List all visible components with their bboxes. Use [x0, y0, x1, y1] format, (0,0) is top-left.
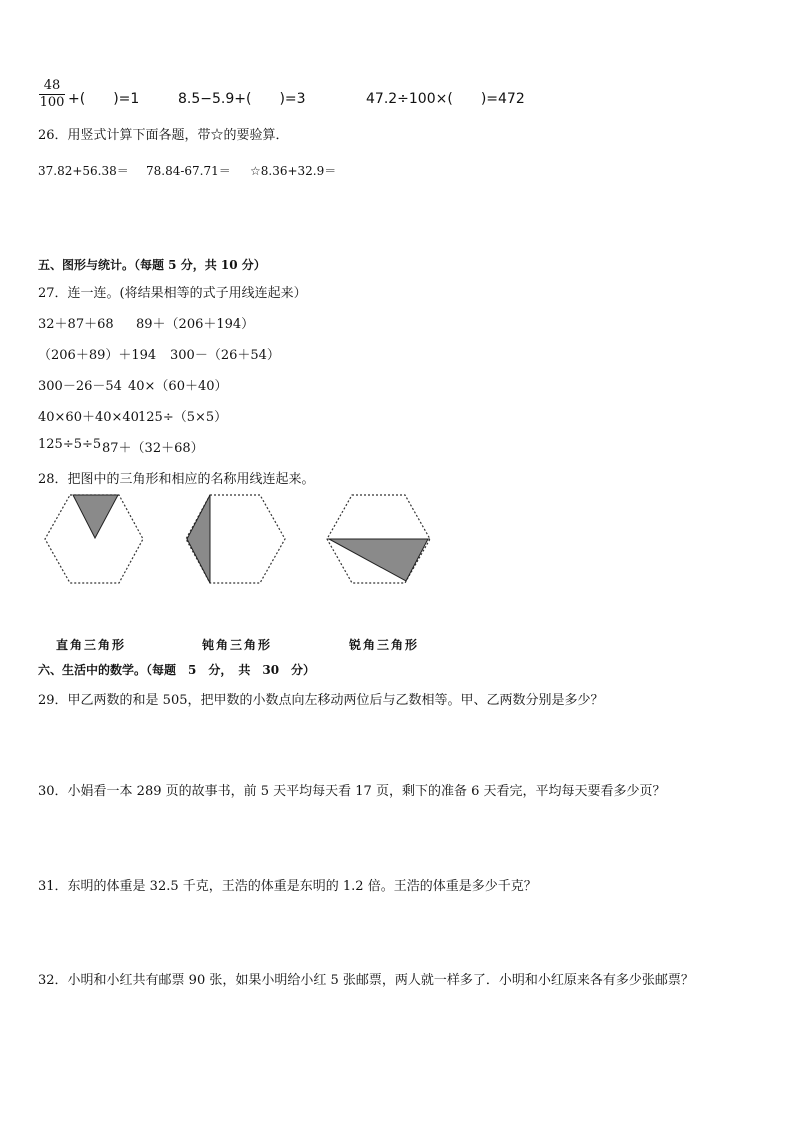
q27-row5-left: 125÷5÷5 [38, 437, 102, 452]
q27-row4-right: 125÷（5×5） [138, 410, 228, 425]
section-5-heading: 五、图形与统计。（每题 5 分，共 10 分） [38, 258, 266, 272]
q32-text: 32．小明和小红共有邮票 90 张，如果小明给小红 5 张邮票，两人就一样多了．小明和小红原来各有多少张邮票？ [38, 973, 694, 988]
label-right-triangle: 直角三角形 [56, 638, 127, 652]
q27-row4-left: 40×60＋40×40 [38, 410, 139, 425]
q29-text: 29．甲乙两数的和是 505，把甲数的小数点向左移动两位后与乙数相等。甲、乙两数分别是多少？ [38, 693, 604, 708]
equation-2: 8.5−5.9+( )=3 [178, 91, 306, 107]
q31-text: 31．东明的体重是 32.5 千克，王浩的体重是东明的 1.2 倍。王浩的体重是多少千克？ [38, 879, 537, 894]
equation-1-rest: +( )=1 [68, 91, 140, 107]
hexagon-1-right-triangle [45, 495, 143, 583]
equation-3: 47.2÷100×( )=472 [366, 91, 525, 107]
hexagon-2-obtuse-triangle [186, 495, 285, 583]
q27-row1-left: 32＋87＋68 [38, 317, 114, 332]
q26-item-1: 37.82+56.38＝ [38, 164, 129, 178]
q27-title: 27．连一连。(将结果相等的式子用线连起来） [38, 286, 307, 301]
q27-row2-left: （206＋89）＋194 [38, 348, 157, 363]
q27-row1-right: 89＋（206＋194） [136, 317, 255, 332]
section-6-heading: 六、生活中的数学。（每题 5 分， 共 30 分） [38, 663, 316, 677]
fraction-numerator: 48 [43, 78, 61, 93]
q27-row2-right: 300－（26＋54） [170, 348, 280, 363]
q27-row3-left: 300－26－54 [38, 379, 122, 394]
q28-title: 28．把图中的三角形和相应的名称用线连起来。 [38, 472, 315, 487]
q26-item-2: 78.84-67.71＝ [146, 164, 231, 178]
hexagon-figures [0, 488, 794, 588]
fraction-denominator: 100 [39, 95, 65, 110]
hexagon-3-acute-triangle [327, 495, 430, 583]
q27-row3-right: 40×（60＋40） [128, 379, 228, 394]
q26-title: 26．用竖式计算下面各题，带☆的要验算． [38, 128, 289, 143]
label-obtuse-triangle: 钝角三角形 [202, 638, 273, 652]
fraction-48-100 [38, 78, 66, 111]
q27-row5-right: 87＋（32＋68） [102, 441, 204, 456]
label-acute-triangle: 锐角三角形 [349, 638, 420, 652]
q30-text: 30．小娟看一本 289 页的故事书，前 5 天平均每天看 17 页，剩下的准备 6 天看完，平均每天要看多少页？ [38, 784, 666, 799]
q26-item-3: ☆8.36+32.9＝ [250, 164, 337, 178]
